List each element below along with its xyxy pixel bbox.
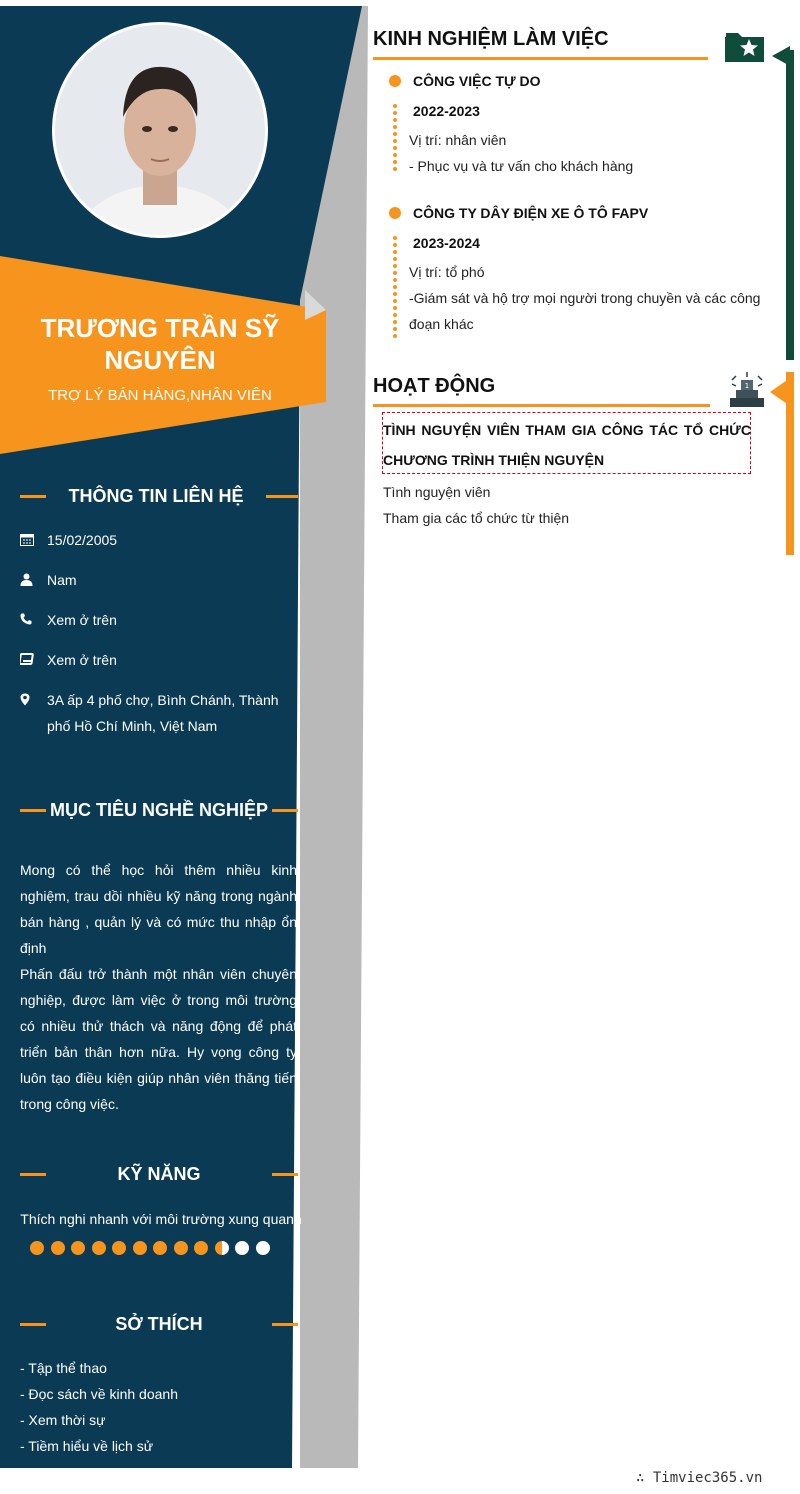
skill-dot: [194, 1241, 208, 1255]
list-item: - Đọc sách về kinh doanh: [20, 1386, 178, 1402]
skill-rating: [30, 1241, 270, 1255]
list-item: - Tập thể thao: [20, 1360, 107, 1376]
skill-dot: [51, 1241, 65, 1255]
contact-email: Xem ở trên: [20, 647, 300, 673]
job-bullet: [389, 75, 401, 87]
activity-name: TÌNH NGUYỆN VIÊN THAM GIA CÔNG TÁC TỔ CHỨC CHƯƠNG TRÌNH THIỆN NGUYỆN: [383, 422, 751, 468]
folder-star-icon: [725, 29, 765, 63]
skill-dot: [235, 1241, 249, 1255]
avatar-photo: [55, 25, 265, 235]
job-bullet: [389, 207, 401, 219]
skill-dot: [133, 1241, 147, 1255]
job-company: CÔNG TY DÂY ĐIỆN XE Ô TÔ FAPV: [413, 205, 649, 221]
hobbies-section-title: SỞ THÍCH: [20, 1312, 298, 1336]
hobbies-list: [20, 1355, 300, 1459]
skill-dot: [92, 1241, 106, 1255]
skill-dot: [174, 1241, 188, 1255]
contact-phone: Xem ở trên: [20, 607, 300, 633]
podium-icon: [728, 372, 766, 408]
experience-divider: [373, 57, 708, 60]
location-icon: [20, 687, 47, 739]
svg-text:1: 1: [744, 382, 750, 390]
timeline-dots: [393, 236, 397, 341]
candidate-role: TRỢ LÝ BÁN HÀNG,NHÂN VIÊN: [48, 387, 272, 404]
list-item: - Tiềm hiểu về lịch sử: [20, 1438, 154, 1454]
job-detail: -Giám sát và hộ trợ mọi người trong chuyền và các công đoạn khác: [409, 290, 761, 332]
contact-section-title: THÔNG TIN LIÊN HỆ: [20, 484, 298, 508]
avatar: [52, 22, 268, 238]
calendar-icon: [20, 527, 47, 553]
objective-text: Mong có thể học hỏi thêm nhiều kinh nghiệm, trau dồi nhiều kỹ năng trong ngành bán hàng , quản lý và có mức thu nhập ổn định Phấn đấu trở thành một nhân viên chuyên nghiệp, được làm việc ở trong môi trường có nhiều thử thách và năng động để phát triển bản thân hơn nữa. Hy vọng công ty luôn tạo điều kiện giúp nhân viên thăng tiến trong công việc.: [20, 862, 297, 1112]
job-detail: Vị trí: nhân viên: [409, 132, 507, 148]
user-icon: [20, 567, 47, 593]
email-icon: [20, 647, 47, 673]
candidate-name: TRƯƠNG TRẦN SỸ NGUYÊN: [40, 313, 280, 375]
experience-section-title: KINH NGHIỆM LÀM VIỆC: [373, 28, 609, 50]
watermark-brand: ∴ Timviec365.vn: [636, 1470, 763, 1486]
skill-dot: [256, 1241, 270, 1255]
list-item: - Xem thời sự: [20, 1412, 106, 1428]
activity-detail: Tham gia các tổ chức từ thiện: [383, 510, 570, 526]
job-detail: - Phục vụ và tư vấn cho khách hàng: [409, 158, 634, 174]
skill-dot: [112, 1241, 126, 1255]
skill-dot: [215, 1241, 229, 1255]
objective-section-title: MỤC TIÊU NGHỀ NGHIỆP: [20, 798, 298, 822]
timeline-dots: [393, 104, 397, 174]
job-company: CÔNG VIỆC TỰ DO: [413, 73, 541, 89]
job-period: 2023-2024: [413, 235, 480, 251]
skills-section-title: KỸ NĂNG: [20, 1162, 298, 1186]
contact-birthdate: 15/02/2005: [20, 527, 300, 553]
skill-name: Thích nghi nhanh với môi trường xung quanh: [20, 1211, 302, 1227]
job-period: 2022-2023: [413, 103, 480, 119]
job-detail: Vị trí: tổ phó: [409, 264, 485, 280]
skill-dot: [71, 1241, 85, 1255]
phone-icon: [20, 607, 47, 633]
contact-gender: Nam: [20, 567, 300, 593]
activities-section-title: HOẠT ĐỘNG: [373, 375, 496, 397]
activity-detail: Tình nguyện viên: [383, 484, 491, 500]
skill-dot: [30, 1241, 44, 1255]
contact-address: 3A ấp 4 phố chợ, Bình Chánh, Thành phố Hồ Chí Minh, Việt Nam: [20, 687, 300, 739]
skill-dot: [153, 1241, 167, 1255]
activities-divider: [373, 404, 710, 407]
